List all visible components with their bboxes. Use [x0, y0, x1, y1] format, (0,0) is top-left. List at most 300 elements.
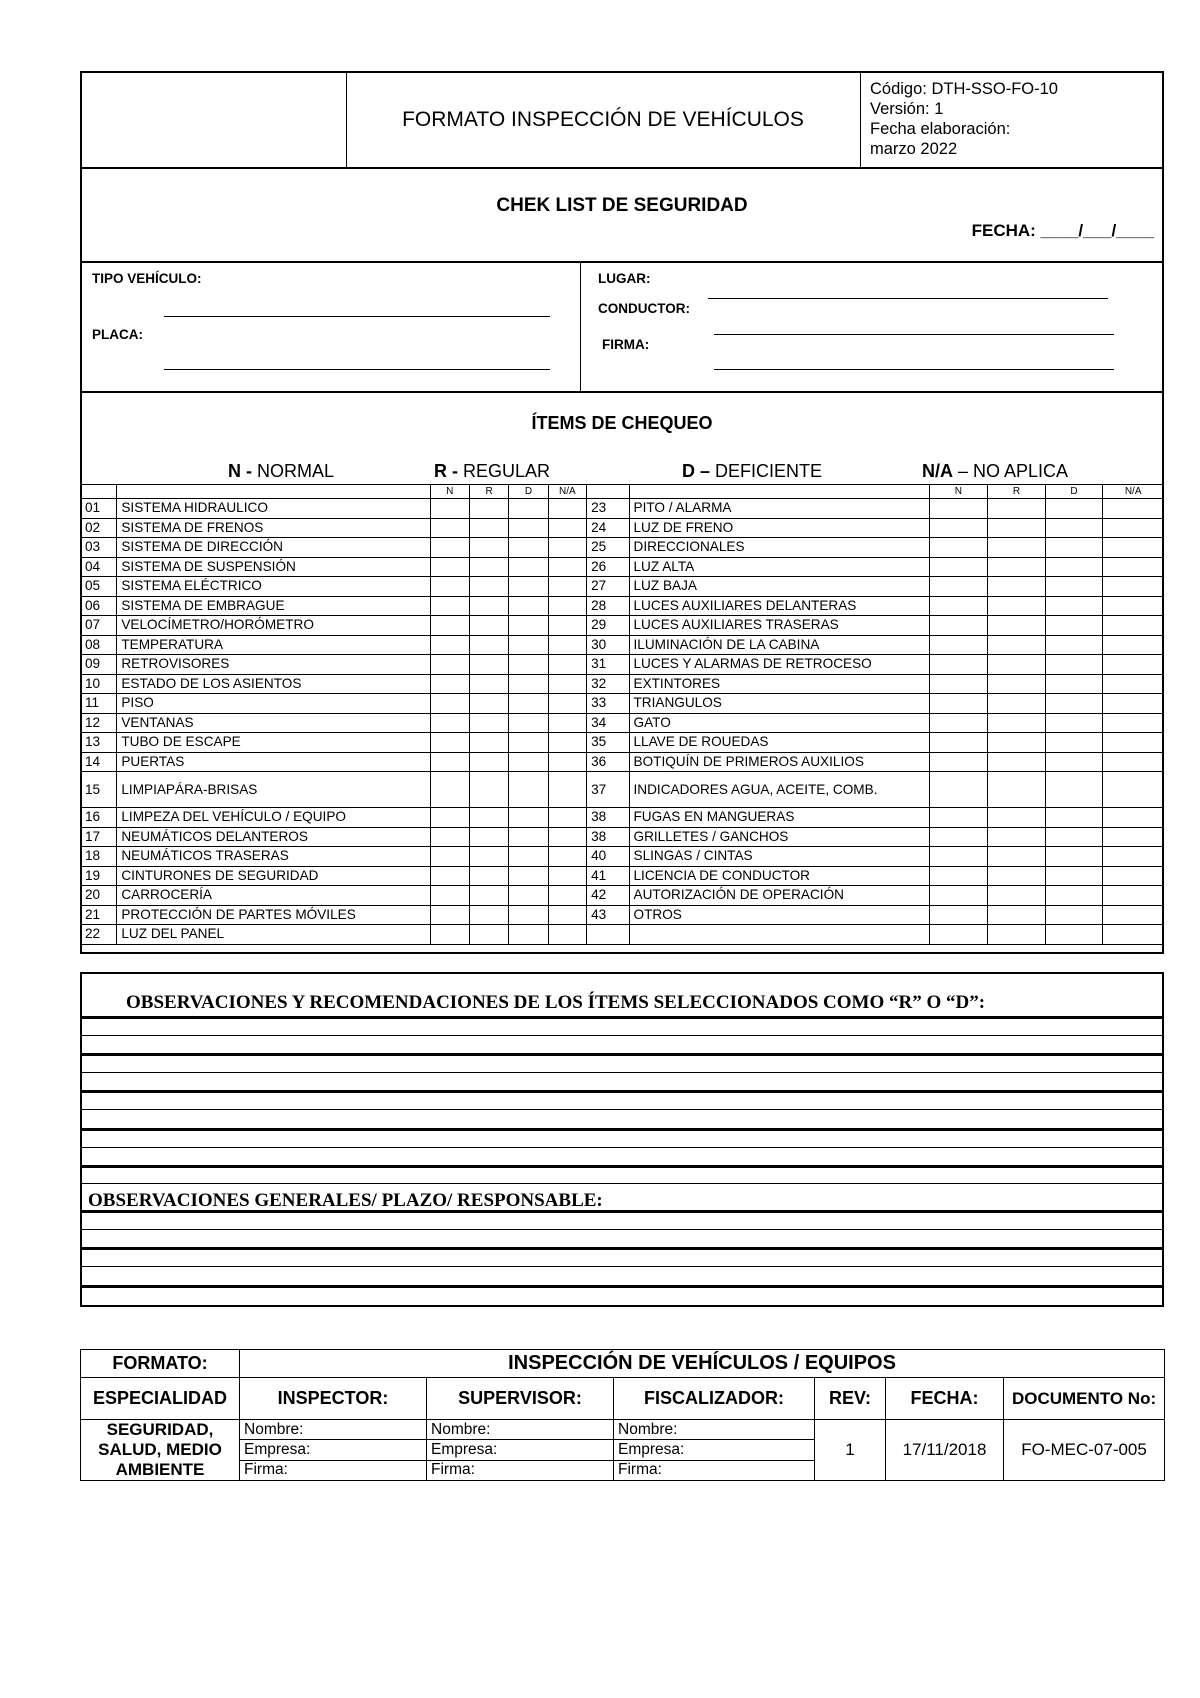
check-cell[interactable] [509, 866, 548, 886]
item-number: 40 [587, 847, 629, 867]
item-label: TEMPERATURA [117, 635, 430, 655]
fecha-elaboracion-label: Fecha elaboración: [870, 120, 1011, 138]
obs-line[interactable] [82, 1183, 1162, 1184]
table-row [81, 635, 1164, 655]
checklist-title: CHEK LIST DE SEGURIDAD [496, 195, 748, 216]
inspector-empresa[interactable]: Empresa: [240, 1440, 427, 1460]
check-cell[interactable] [929, 905, 988, 925]
check-cell[interactable] [1103, 886, 1164, 906]
check-cell[interactable] [469, 674, 508, 694]
obs-line[interactable] [82, 1090, 1162, 1093]
item-label: VENTANAS [117, 713, 430, 733]
document-title: FORMATO INSPECCIÓN DE VEHÍCULOS [346, 73, 861, 167]
check-cell[interactable] [469, 886, 508, 906]
column-header: N [430, 485, 469, 499]
empty-cell [1103, 925, 1164, 945]
check-cell[interactable] [929, 674, 988, 694]
check-cell[interactable] [929, 655, 988, 675]
item-number: 09 [81, 655, 117, 675]
item-number: 37 [587, 772, 629, 808]
item-label: LUCES Y ALARMAS DE RETROCESO [629, 655, 929, 675]
check-cell[interactable] [1045, 905, 1103, 925]
item-number: 33 [587, 694, 629, 714]
check-cell[interactable] [469, 694, 508, 714]
check-cell[interactable] [509, 772, 548, 808]
item-label: LIMPIAPÁRA-BRISAS [117, 772, 430, 808]
item-label: OTROS [629, 905, 929, 925]
check-cell[interactable] [988, 538, 1046, 558]
check-cell[interactable] [988, 733, 1046, 753]
check-cell[interactable] [548, 499, 586, 519]
check-cell[interactable] [430, 827, 469, 847]
item-label: ILUMINACIÓN DE LA CABINA [629, 635, 929, 655]
check-cell[interactable] [430, 808, 469, 828]
item-number: 03 [81, 538, 117, 558]
check-cell[interactable] [469, 808, 508, 828]
blank-cell [117, 485, 430, 499]
check-cell[interactable] [469, 518, 508, 538]
check-cell[interactable] [548, 925, 586, 945]
item-label: SISTEMA DE EMBRAGUE [117, 596, 430, 616]
check-cell[interactable] [988, 847, 1046, 867]
check-cell[interactable] [509, 886, 548, 906]
check-cell[interactable] [548, 886, 586, 906]
check-cell[interactable] [430, 694, 469, 714]
check-cell[interactable] [469, 616, 508, 636]
item-label: LUZ DEL PANEL [117, 925, 430, 945]
item-number: 19 [81, 866, 117, 886]
check-cell[interactable] [988, 518, 1046, 538]
check-cell[interactable] [430, 886, 469, 906]
check-cell[interactable] [509, 827, 548, 847]
check-cell[interactable] [509, 655, 548, 675]
item-number: 17 [81, 827, 117, 847]
check-cell[interactable] [509, 635, 548, 655]
item-label: PISO [117, 694, 430, 714]
check-cell[interactable] [1045, 674, 1103, 694]
obs-line[interactable] [82, 1016, 1162, 1019]
check-cell[interactable] [1045, 694, 1103, 714]
table-row [81, 518, 1164, 538]
check-cell[interactable] [1045, 557, 1103, 577]
item-label: PROTECCIÓN DE PARTES MÓVILES [117, 905, 430, 925]
check-cell[interactable] [1045, 518, 1103, 538]
check-cell[interactable] [1103, 635, 1164, 655]
table-row [81, 772, 1164, 808]
check-cell[interactable] [509, 733, 548, 753]
check-cell[interactable] [548, 577, 586, 597]
fecha-value: 17/11/2018 [886, 1420, 1004, 1481]
check-cell[interactable] [1103, 694, 1164, 714]
check-cell[interactable] [430, 538, 469, 558]
item-number: 24 [587, 518, 629, 538]
check-cell[interactable] [509, 518, 548, 538]
obs-line[interactable] [82, 1053, 1162, 1056]
check-cell[interactable] [430, 752, 469, 772]
column-header: N [929, 485, 988, 499]
check-cell[interactable] [430, 499, 469, 519]
check-cell[interactable] [988, 596, 1046, 616]
item-number: 04 [81, 557, 117, 577]
footer-table [80, 1349, 1165, 1481]
check-cell[interactable] [929, 733, 988, 753]
item-number: 23 [587, 499, 629, 519]
check-cell[interactable] [469, 866, 508, 886]
check-cell[interactable] [929, 518, 988, 538]
supervisor-empresa[interactable]: Empresa: [427, 1440, 614, 1460]
item-number: 07 [81, 616, 117, 636]
check-cell[interactable] [1045, 772, 1103, 808]
check-cell[interactable] [929, 577, 988, 597]
firma-field[interactable] [714, 369, 1114, 370]
empty-cell [1045, 925, 1103, 945]
check-cell[interactable] [509, 905, 548, 925]
column-header-row [81, 485, 1164, 499]
obs-line[interactable] [82, 1109, 1162, 1110]
check-cell[interactable] [1103, 538, 1164, 558]
check-cell[interactable] [929, 772, 988, 808]
check-cell[interactable] [430, 847, 469, 867]
item-label: VELOCÍMETRO/HORÓMETRO [117, 616, 430, 636]
check-cell[interactable] [548, 694, 586, 714]
check-cell[interactable] [1045, 635, 1103, 655]
check-cell[interactable] [548, 674, 586, 694]
check-cell[interactable] [548, 772, 586, 808]
table-row [81, 577, 1164, 597]
check-cell[interactable] [509, 808, 548, 828]
obs-general-line[interactable] [82, 1285, 1162, 1288]
check-cell[interactable] [469, 772, 508, 808]
check-cell[interactable] [988, 905, 1046, 925]
table-row [81, 847, 1164, 867]
fecha-elaboracion-value: marzo 2022 [870, 140, 958, 158]
check-cell[interactable] [929, 596, 988, 616]
check-cell[interactable] [469, 752, 508, 772]
item-number: 18 [81, 847, 117, 867]
conductor-field[interactable] [714, 334, 1114, 335]
check-cell[interactable] [548, 752, 586, 772]
obs-general-line[interactable] [82, 1266, 1162, 1267]
table-row [81, 596, 1164, 616]
check-cell[interactable] [430, 674, 469, 694]
column-header: D [1045, 485, 1103, 499]
obs-general-line[interactable] [82, 1210, 1162, 1213]
check-cell[interactable] [1045, 655, 1103, 675]
check-cell[interactable] [469, 538, 508, 558]
placa-field[interactable] [164, 316, 550, 317]
blank-cell [81, 485, 117, 499]
check-cell[interactable] [548, 596, 586, 616]
check-cell[interactable] [548, 557, 586, 577]
check-cell[interactable] [1103, 596, 1164, 616]
check-cell[interactable] [988, 886, 1046, 906]
check-cell[interactable] [929, 616, 988, 636]
check-cell[interactable] [469, 499, 508, 519]
item-label: ESTADO DE LOS ASIENTOS [117, 674, 430, 694]
check-cell[interactable] [469, 847, 508, 867]
check-cell[interactable] [469, 905, 508, 925]
check-cell[interactable] [1103, 827, 1164, 847]
check-cell[interactable] [430, 905, 469, 925]
check-cell[interactable] [430, 518, 469, 538]
especialidad-label: ESPECIALIDAD [81, 1378, 240, 1420]
check-cell[interactable] [430, 733, 469, 753]
check-cell[interactable] [988, 713, 1046, 733]
column-header: N/A [548, 485, 586, 499]
fecha-field[interactable]: FECHA: ____/___/____ [971, 221, 1154, 240]
blank-cell [587, 485, 629, 499]
column-header: N/A [1103, 485, 1164, 499]
item-label: LUZ BAJA [629, 577, 929, 597]
check-cell[interactable] [430, 635, 469, 655]
check-cell[interactable] [988, 616, 1046, 636]
item-label: FUGAS EN MANGUERAS [629, 808, 929, 828]
item-label: LUZ DE FRENO [629, 518, 929, 538]
check-cell[interactable] [988, 827, 1046, 847]
check-cell[interactable] [469, 733, 508, 753]
item-number: 25 [587, 538, 629, 558]
check-cell[interactable] [1103, 499, 1164, 519]
check-cell[interactable] [430, 866, 469, 886]
check-cell[interactable] [548, 713, 586, 733]
check-cell[interactable] [1045, 538, 1103, 558]
check-cell[interactable] [469, 577, 508, 597]
checklist-rows [81, 485, 1164, 945]
obs-line[interactable] [82, 1147, 1162, 1148]
check-cell[interactable] [929, 886, 988, 906]
check-cell[interactable] [929, 499, 988, 519]
check-cell[interactable] [509, 694, 548, 714]
check-cell[interactable] [1103, 866, 1164, 886]
check-cell[interactable] [469, 827, 508, 847]
check-cell[interactable] [1045, 596, 1103, 616]
check-cell[interactable] [1103, 847, 1164, 867]
check-cell[interactable] [988, 772, 1046, 808]
check-cell[interactable] [469, 713, 508, 733]
check-cell[interactable] [929, 752, 988, 772]
conductor-label: CONDUCTOR: [598, 301, 690, 316]
item-label: RETROVISORES [117, 655, 430, 675]
item-label: AUTORIZACIÓN DE OPERACIÓN [629, 886, 929, 906]
item-number: 30 [587, 635, 629, 655]
check-cell[interactable] [1045, 616, 1103, 636]
rev-label: REV: [815, 1378, 886, 1420]
vertical-divider [580, 263, 581, 391]
item-number: 22 [81, 925, 117, 945]
especialidad-value: SEGURIDAD, SALUD, MEDIO AMBIENTE [81, 1420, 240, 1481]
check-cell[interactable] [509, 925, 548, 945]
check-cell[interactable] [929, 713, 988, 733]
supervisor-nombre[interactable]: Nombre: [427, 1420, 614, 1440]
check-cell[interactable] [1045, 847, 1103, 867]
check-cell[interactable] [1045, 733, 1103, 753]
item-label: TUBO DE ESCAPE [117, 733, 430, 753]
check-cell[interactable] [469, 655, 508, 675]
check-cell[interactable] [988, 557, 1046, 577]
obs-general-line[interactable] [82, 1229, 1162, 1230]
table-row [81, 886, 1164, 906]
fiscalizador-firma[interactable]: Firma: [614, 1460, 815, 1480]
inspector-firma[interactable]: Firma: [240, 1460, 427, 1480]
check-cell[interactable] [430, 577, 469, 597]
check-cell[interactable] [1103, 655, 1164, 675]
check-cell[interactable] [509, 577, 548, 597]
check-cell[interactable] [469, 557, 508, 577]
table-row [81, 694, 1164, 714]
obs-line[interactable] [82, 1035, 1162, 1036]
check-cell[interactable] [509, 713, 548, 733]
check-cell[interactable] [548, 866, 586, 886]
check-cell[interactable] [929, 827, 988, 847]
check-cell[interactable] [988, 635, 1046, 655]
check-cell[interactable] [1103, 713, 1164, 733]
obs-general-line[interactable] [82, 1247, 1162, 1250]
check-cell[interactable] [430, 772, 469, 808]
check-cell[interactable] [509, 847, 548, 867]
check-cell[interactable] [548, 827, 586, 847]
check-cell[interactable] [988, 694, 1046, 714]
item-number: 15 [81, 772, 117, 808]
check-cell[interactable] [1045, 713, 1103, 733]
documento-value: FO-MEC-07-005 [1004, 1420, 1165, 1481]
table-row [81, 905, 1164, 925]
check-cell[interactable] [1045, 866, 1103, 886]
check-cell[interactable] [1045, 827, 1103, 847]
check-cell[interactable] [929, 808, 988, 828]
check-cell[interactable] [929, 866, 988, 886]
tipo-vehiculo-field[interactable] [164, 369, 550, 370]
item-label: INDICADORES AGUA, ACEITE, COMB. [629, 772, 929, 808]
legend-regular: R - REGULAR [434, 461, 551, 481]
checklist-table [80, 484, 1164, 945]
item-number: 10 [81, 674, 117, 694]
check-cell[interactable] [548, 808, 586, 828]
check-cell[interactable] [509, 616, 548, 636]
check-cell[interactable] [1045, 499, 1103, 519]
check-cell[interactable] [929, 694, 988, 714]
item-number: 14 [81, 752, 117, 772]
check-cell[interactable] [430, 713, 469, 733]
check-cell[interactable] [1103, 752, 1164, 772]
observaciones-generales-label: OBSERVACIONES GENERALES/ PLAZO/ RESPONSABLE: [88, 1190, 603, 1211]
item-number: 06 [81, 596, 117, 616]
check-cell[interactable] [430, 925, 469, 945]
check-cell[interactable] [509, 596, 548, 616]
documento-label: DOCUMENTO No: [1004, 1378, 1165, 1420]
check-cell[interactable] [548, 635, 586, 655]
check-cell[interactable] [929, 557, 988, 577]
check-cell[interactable] [1103, 557, 1164, 577]
check-cell[interactable] [1045, 577, 1103, 597]
item-number: 38 [587, 827, 629, 847]
check-cell[interactable] [430, 596, 469, 616]
check-cell[interactable] [1103, 808, 1164, 828]
item-label: SISTEMA HIDRAULICO [117, 499, 430, 519]
check-cell[interactable] [548, 847, 586, 867]
fiscalizador-nombre[interactable]: Nombre: [614, 1420, 815, 1440]
obs-line[interactable] [82, 1128, 1162, 1131]
item-number: 43 [587, 905, 629, 925]
item-number: 28 [587, 596, 629, 616]
check-cell[interactable] [548, 733, 586, 753]
check-cell[interactable] [1045, 886, 1103, 906]
item-label: PITO / ALARMA [629, 499, 929, 519]
placa-label: PLACA: [92, 327, 143, 342]
column-header: D [509, 485, 548, 499]
check-cell[interactable] [988, 655, 1046, 675]
table-row [81, 616, 1164, 636]
check-cell[interactable] [548, 518, 586, 538]
check-cell[interactable] [929, 538, 988, 558]
check-cell[interactable] [988, 866, 1046, 886]
item-number: 26 [587, 557, 629, 577]
check-cell[interactable] [1045, 808, 1103, 828]
check-cell[interactable] [469, 635, 508, 655]
check-cell[interactable] [509, 499, 548, 519]
check-cell[interactable] [548, 905, 586, 925]
item-label: LLAVE DE ROUEDAS [629, 733, 929, 753]
table-row [81, 674, 1164, 694]
lugar-label: LUGAR: [598, 271, 651, 286]
check-cell[interactable] [988, 752, 1046, 772]
check-cell[interactable] [1103, 733, 1164, 753]
check-cell[interactable] [1103, 905, 1164, 925]
check-cell[interactable] [548, 538, 586, 558]
check-cell[interactable] [509, 538, 548, 558]
item-label: LUCES AUXILIARES DELANTERAS [629, 596, 929, 616]
supervisor-firma[interactable]: Firma: [427, 1460, 614, 1480]
lugar-field[interactable] [708, 298, 1108, 299]
check-cell[interactable] [988, 674, 1046, 694]
item-number: 32 [587, 674, 629, 694]
check-cell[interactable] [430, 655, 469, 675]
check-cell[interactable] [929, 635, 988, 655]
check-cell[interactable] [1045, 752, 1103, 772]
obs-line[interactable] [82, 1072, 1162, 1073]
check-cell[interactable] [509, 674, 548, 694]
table-row [81, 808, 1164, 828]
check-cell[interactable] [988, 808, 1046, 828]
check-cell[interactable] [1103, 674, 1164, 694]
check-cell[interactable] [1103, 518, 1164, 538]
supervisor-label: SUPERVISOR: [427, 1378, 614, 1420]
column-header: R [469, 485, 508, 499]
obs-line[interactable] [82, 1165, 1162, 1168]
logo-cell [82, 73, 347, 167]
inspector-nombre[interactable]: Nombre: [240, 1420, 427, 1440]
check-cell[interactable] [548, 616, 586, 636]
check-cell[interactable] [988, 577, 1046, 597]
check-cell[interactable] [988, 499, 1046, 519]
check-cell[interactable] [1103, 616, 1164, 636]
formato-value: INSPECCIÓN DE VEHÍCULOS / EQUIPOS [240, 1350, 1165, 1378]
check-cell[interactable] [1103, 577, 1164, 597]
check-cell[interactable] [509, 557, 548, 577]
fiscalizador-empresa[interactable]: Empresa: [614, 1440, 815, 1460]
item-number: 34 [587, 713, 629, 733]
check-cell[interactable] [430, 557, 469, 577]
item-label: NEUMÁTICOS TRASERAS [117, 847, 430, 867]
item-number: 21 [81, 905, 117, 925]
item-label: PUERTAS [117, 752, 430, 772]
check-cell[interactable] [929, 847, 988, 867]
check-cell[interactable] [430, 616, 469, 636]
check-cell[interactable] [469, 925, 508, 945]
check-cell[interactable] [469, 596, 508, 616]
check-cell[interactable] [509, 752, 548, 772]
check-cell[interactable] [1103, 772, 1164, 808]
check-cell[interactable] [548, 655, 586, 675]
